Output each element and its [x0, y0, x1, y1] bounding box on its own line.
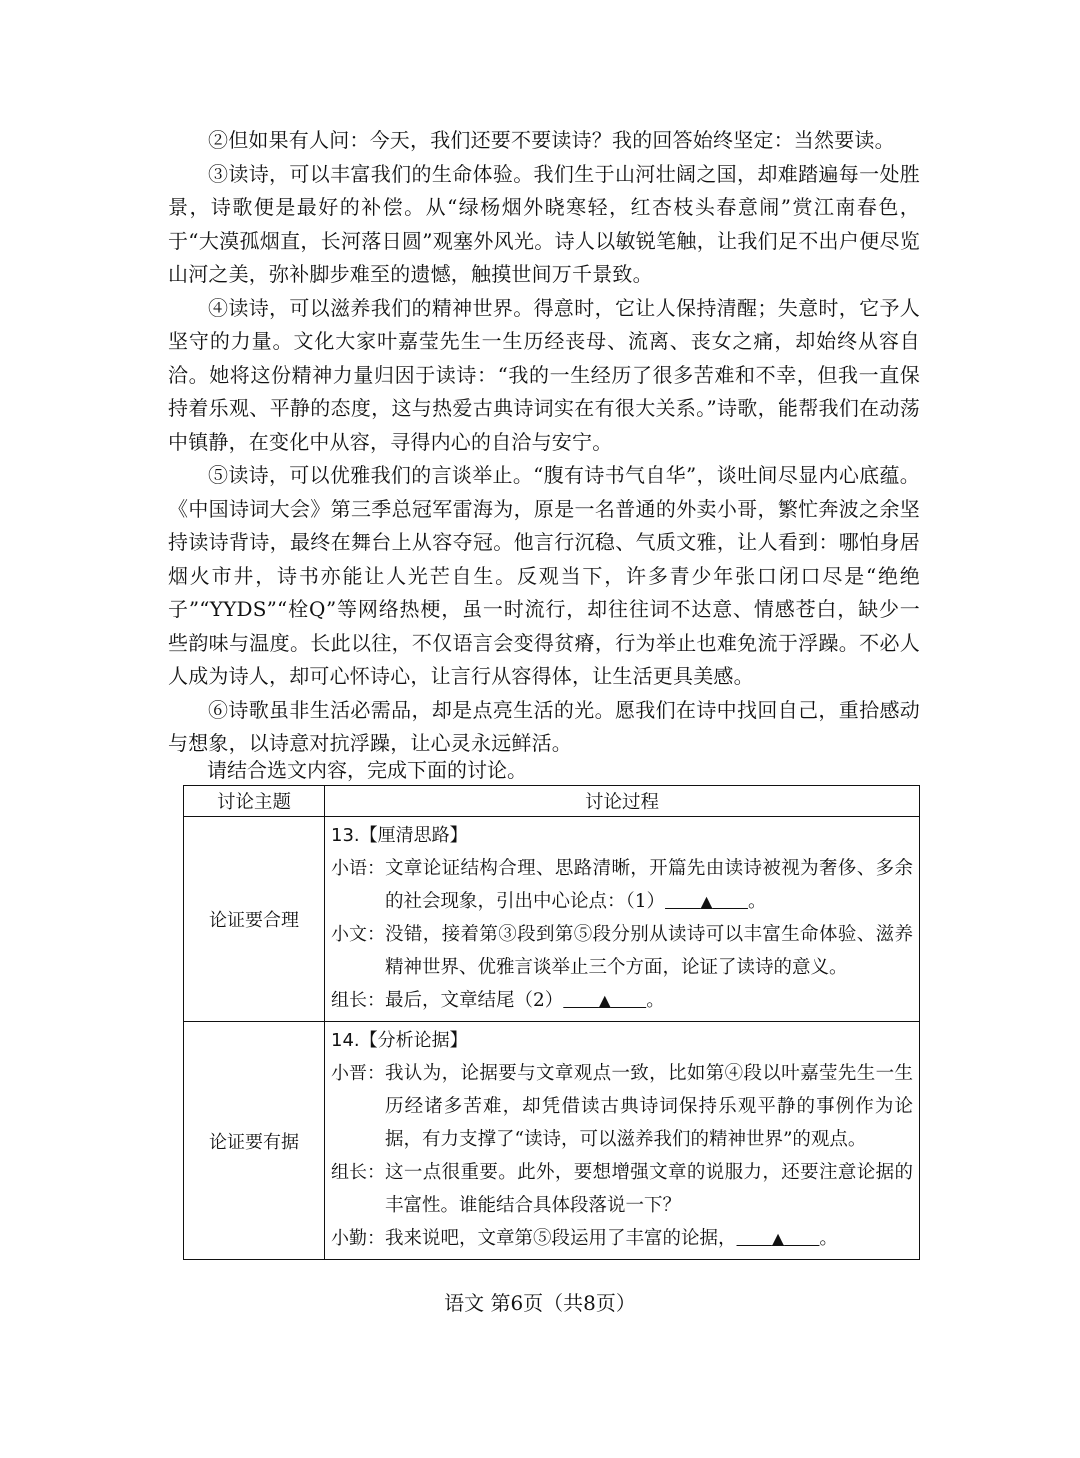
- paragraph-2: ②但如果有人问：今天，我们还要不要读诗？我的回答始终坚定：当然要读。: [208, 128, 895, 152]
- speech-text: [385, 1222, 913, 1255]
- speaker-label: 组长：: [331, 990, 385, 1011]
- speech-text: [385, 852, 913, 918]
- question-13-title: 13.【厘清思路】: [331, 825, 468, 846]
- speech-text: [385, 984, 913, 1017]
- speech-content: 我来说吧，文章第⑤段运用了丰富的论据，: [385, 1228, 737, 1249]
- process-cell: [325, 1022, 920, 1260]
- blank-marker-icon: ▲: [771, 1229, 785, 1248]
- speech-text: 没错，接着第③段到第⑤段分别从读诗可以丰富生命体验、滋养精神世界、优雅言谈举止三个方面，论证了读诗的意义。: [385, 924, 913, 978]
- speech-end: 。: [819, 1228, 838, 1249]
- answer-blank[interactable]: [737, 1228, 820, 1249]
- page-footer: 语文 第6页（共8页）: [444, 1291, 636, 1315]
- dialogue-line: [331, 918, 913, 984]
- speaker-label: 小文：: [331, 924, 385, 945]
- header-topic: 讨论主题: [184, 786, 325, 817]
- paragraph-3: ③读诗，可以丰富我们的生命体验。我们生于山河壮阔之国，却难踏遍每一处胜景，诗歌便是最好的补偿。从“绿杨烟外晓寒轻，红杏枝头春意闹”赏江南春色，于“大漠孤烟直，长河落日圆”观塞外风光。诗人以敏锐笔触，让我们足不出户便尽览山河之美，弥补脚步难至的遗憾，触摸世间万千景致。: [168, 161, 920, 286]
- discussion-table: [183, 785, 920, 1260]
- speech-text: 这一点很重要。此外，要想增强文章的说服力，还要注意论据的丰富性。谁能结合具体段落说一下？: [385, 1162, 913, 1216]
- speaker-label: 小语：: [331, 858, 385, 879]
- speech-content: 最后，文章结尾（2）: [385, 990, 564, 1011]
- blank-marker-icon: ▲: [598, 991, 611, 1010]
- table-row: [184, 1022, 920, 1260]
- passage: [168, 124, 920, 761]
- paragraph-5: ⑤读诗，可以优雅我们的言谈举止。“腹有诗书气自华”，谈吐间尽显内心底蕴。《中国诗词大会》第三季总冠军雷海为，原是一名普通的外卖小哥，繁忙奔波之余坚持读诗背诗，最终在舞台上从容夺冠。他言行沉稳、气质文雅，让人看到：哪怕身居烟火市井，诗书亦能让人光芒自生。反观当下，许多青少年张口闭口尽是“绝绝子”“YYDS”“栓Q”等网络热梗，虽一时流行，却往往词不达意、情感苍白，缺少一些韵味与温度。长此以往，不仅语言会变得贫瘠，行为举止也难免流于浮躁。不必人人成为诗人，却可心怀诗心，让言行从容得体，让生活更具美感。: [168, 463, 920, 688]
- blank-marker-icon: ▲: [700, 892, 713, 911]
- answer-blank[interactable]: [563, 990, 646, 1011]
- task-prompt: 请结合选文内容，完成下面的讨论。: [207, 758, 527, 782]
- table-row: [184, 817, 920, 1022]
- dialogue-line: [331, 1222, 913, 1255]
- speaker-label: 小晋：: [331, 1063, 385, 1084]
- process-cell: [325, 817, 920, 1022]
- header-process: 讨论过程: [325, 786, 920, 817]
- answer-blank[interactable]: [665, 891, 748, 912]
- topic-cell: 论证要合理: [184, 817, 325, 1022]
- dialogue-line: [331, 1057, 913, 1156]
- speech-content: 文章论证结构合理、思路清晰，开篇先由读诗被视为奢侈、多余的社会现象，引出中心论点：（1）: [385, 858, 913, 912]
- question-14-title: 14.【分析论据】: [331, 1030, 468, 1051]
- paragraph-6: ⑥诗歌虽非生活必需品，却是点亮生活的光。愿我们在诗中找回自己，重拾感动与想象，以诗意对抗浮躁，让心灵永远鲜活。: [168, 697, 920, 755]
- dialogue-line: [331, 852, 913, 918]
- table-header-row: [184, 786, 920, 817]
- speech-text: 我认为，论据要与文章观点一致，比如第④段以叶嘉莹先生一生历经诸多苦难，却凭借读古典诗词保持乐观平静的事例作为论据，有力支撑了“读诗，可以滋养我们的精神世界”的观点。: [385, 1063, 913, 1150]
- dialogue-line: [331, 1156, 913, 1222]
- speaker-label: 组长：: [331, 1162, 385, 1183]
- speech-end: 。: [747, 891, 767, 912]
- topic-cell: 论证要有据: [184, 1022, 325, 1260]
- speaker-label: 小勤：: [331, 1228, 385, 1249]
- paragraph-4: ④读诗，可以滋养我们的精神世界。得意时，它让人保持清醒；失意时，它予人坚守的力量。文化大家叶嘉莹先生一生历经丧母、流离、丧女之痛，却始终从容自洽。她将这份精神力量归因于读诗：“我的一生经历了很多苦难和不幸，但我一直保持着乐观、平静的态度，这与热爱古典诗词实在有很大关系。”诗歌，能帮我们在动荡中镇静，在变化中从容，寻得内心的自洽与安宁。: [168, 295, 920, 454]
- speech-end: 。: [646, 990, 665, 1011]
- dialogue-line: [331, 984, 913, 1017]
